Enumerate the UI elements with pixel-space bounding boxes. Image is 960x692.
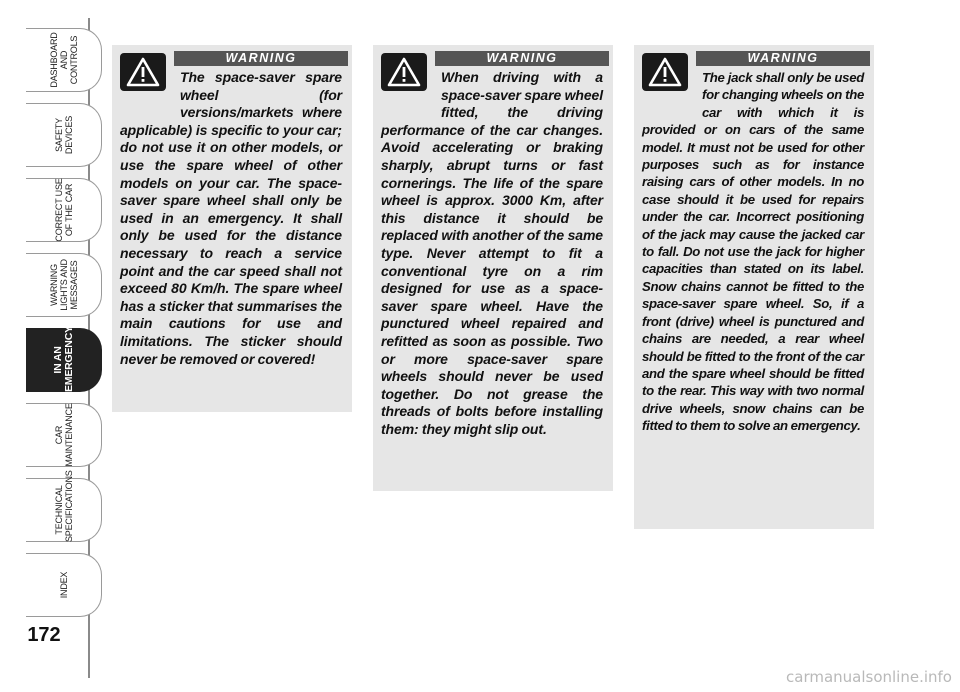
chapter-sidebar — [0, 0, 104, 692]
tab-technical-specifications[interactable] — [26, 470, 102, 542]
warning-triangle-icon — [381, 53, 427, 91]
warning-box-driving-with-spare — [373, 45, 613, 491]
warning-title: WARNING — [696, 51, 870, 66]
tab-label: SAFETY DEVICES — [53, 115, 74, 155]
tab-label: DASHBOARD AND CONTROLS — [48, 32, 79, 88]
tab-label: WARNING LIGHTS AND MESSAGES — [48, 259, 79, 311]
warning-text: When driving with a space-saver spare wheel fitted, the driving performance of the car changes. Avoid accelerating or braking sharply, abrupt turns or fast cornerings. The life of the spare wheel is approx. 3000 Km, after this distance it should be replaced with another of the same type. Never attempt to fit a conventional tyre on a rim designed for use as a space-saver spare wheel. Have the punctured wheel repaired and refitted as soon as possible. Two or more space-saver spare wheels should never be used together. Do not grease the threads of bolts before installing them: they might slip out. — [381, 69, 603, 437]
warning-triangle-icon — [120, 53, 166, 91]
tab-label: INDEX — [58, 571, 69, 599]
warning-text: The jack shall only be used for changing wheels on the car with which it is provided or on cars of the same model. It must not be used for other purposes such as for instance raising cars of other models. In no case should it be used for repairs under the car. Incorrect positioning of the jack may cause the jacked car to fall. Do not use the jack for higher capacities than stated on its label. Snow chains cannot be fitted to the space-saver spare wheel. So, if a front (drive) wheel is punctured and chains are needed, a rear wheel should be fitted to the front of the car and the spare wheel should be fitted to the rear. This way with two normal drive wheels, snow chains can be fitted to them to solve an emergency. — [642, 70, 864, 434]
tab-in-an-emergency[interactable] — [26, 328, 102, 392]
tab-dashboard-and-controls[interactable] — [26, 28, 102, 92]
watermark-text: carmanualsonline.info — [786, 668, 952, 686]
tab-index[interactable] — [26, 553, 102, 617]
tab-label: IN AN EMERGENCY — [51, 326, 75, 392]
warning-box-spare-wheel — [112, 45, 352, 412]
tab-warning-lights-and-messages[interactable] — [26, 253, 102, 317]
tab-label: CAR MAINTENANCE — [53, 403, 74, 467]
warning-box-jack — [634, 45, 874, 529]
warning-title: WARNING — [174, 51, 348, 66]
tab-label: CORRECT USE OF THE CAR — [53, 178, 74, 242]
warning-title: WARNING — [435, 51, 609, 66]
tab-correct-use-of-the-car[interactable] — [26, 178, 102, 242]
tab-label: TECHNICAL SPECIFICATIONS — [53, 470, 74, 542]
tab-car-maintenance[interactable] — [26, 403, 102, 467]
warning-text: The space-saver spare wheel (for versions/markets where applicable) is specific to your car; do not use it on other models, or use the spare wheel of other models on your car. The space-saver spare wheel shall only be used in an emergency. It shall only be used for the distance necessary to reach a service point and the car speed shall not exceed 80 Km/h. The spare wheel has a sticker that summarises the main cautions for use and limitations. The sticker should never be removed or covered! — [120, 69, 342, 367]
page-number: 172 — [27, 624, 61, 646]
warning-triangle-icon — [642, 53, 688, 91]
tab-safety-devices[interactable] — [26, 103, 102, 167]
